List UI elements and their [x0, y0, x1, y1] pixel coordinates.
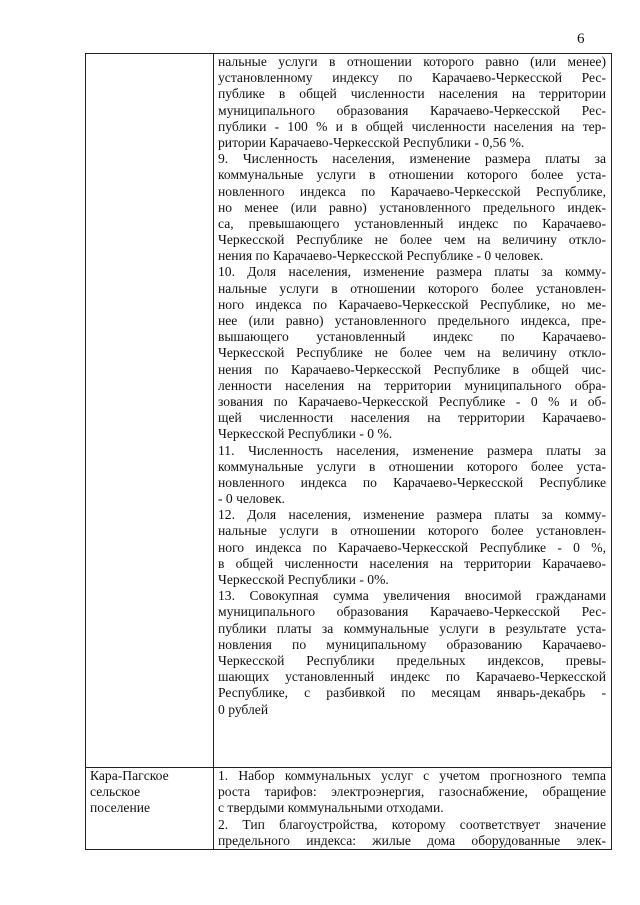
text-line: новленного индекса по Карачаево-Черкесской Республике, [218, 183, 606, 199]
text-line: Черкесской Республике не более чем на величину откло- [218, 232, 606, 248]
text-line: - 0 человек. [218, 491, 285, 507]
text-line: Черкесской Республики - 0%. [218, 572, 389, 587]
text-line: зования по Карачаево-Черкесской Республике - 0 % и об- [218, 393, 606, 409]
text-line: 10. Доля населения, изменение размера платы за комму- [218, 264, 606, 280]
text-line: нальные услуги в отношении которого равно (или менее) [218, 54, 606, 69]
text-line: коммунальные услуги в отношении которого более уста- [218, 167, 606, 183]
text-line: щей численности населения на территории Карачаево- [218, 410, 606, 426]
table-row [86, 54, 612, 768]
text-line: 0 рублей [218, 701, 269, 717]
text-line: муниципального образования Карачаево-Черкесской Рес- [218, 604, 606, 620]
text-line: предельного индекса: жилые дома оборудованные элек- [218, 832, 606, 848]
text-line: нее (или равно) установленного предельного индекса, пре- [218, 313, 606, 328]
municipality-name-line: Кара-Пагское [90, 768, 169, 783]
indicators-cell [214, 54, 612, 768]
text-line: 9. Численность населения, изменение размера платы за [218, 151, 606, 167]
text-line: нения по Карачаево-Черкесской Республике - 0 человек. [218, 248, 544, 264]
text-line: 2. Тип благоустройства, которому соответствует значение [218, 816, 606, 832]
municipality-table [85, 53, 612, 850]
text-line: нальные услуги в отношении которого более установлен- [218, 280, 606, 296]
text-line: ленности населения на территории муниципального обра- [218, 377, 606, 393]
text-line: 1. Набор коммунальных услуг с учетом прогнозного темпа [218, 768, 606, 783]
text-line: новления по муниципальному образованию Карачаево- [218, 636, 606, 652]
text-line: ного индекса по Карачаево-Черкесской Республике - 0 %, [218, 539, 606, 555]
text-line: ритории Карачаево-Черкесской Республики - 0,56 %. [218, 134, 525, 150]
text-line: нения по Карачаево-Черкесской Республике в общей чис- [218, 361, 606, 377]
page-number: 6 [577, 31, 585, 47]
text-line: 11. Численность населения, изменение размера платы за [218, 442, 606, 458]
text-line: коммунальные услуги в отношении которого более уста- [218, 458, 606, 474]
text-line: 13. Совокупная сумма увеличения вносимой гражданами [218, 588, 606, 604]
text-line: шающих установленный индекс по Карачаево-Черкесской [218, 669, 606, 685]
text-line: вышающего установленный индекс по Карачаево- [218, 329, 606, 345]
text-line: роста тарифов: электроэнергия, газоснабжение, обращение [218, 784, 606, 800]
municipality-name-line: поселение [90, 800, 151, 816]
text-line: 12. Доля населения, изменение размера платы за комму- [218, 507, 606, 523]
indicators-cell [214, 768, 612, 850]
table-row [86, 768, 612, 850]
text-line: нальные услуги в отношении которого более установлен- [218, 523, 606, 539]
text-line: ного индекса по Карачаево-Черкесской Республике, но ме- [218, 296, 606, 312]
text-line: установленному индексу по Карачаево-Черкесской Рес- [218, 70, 606, 86]
text-line: но менее (или равно) установленного предельного индек- [218, 199, 606, 215]
text-line: с твердыми коммунальными отходами. [218, 800, 444, 816]
text-line: Черкесской Республики предельных индексов, превы- [218, 652, 606, 668]
text-line: са, превышающего установленный индекс по Карачаево- [218, 215, 606, 231]
text-line: публики платы за коммунальные услуги в результате уста- [218, 620, 606, 636]
text-line: муниципального образования Карачаево-Черкесской Рес- [218, 102, 606, 118]
text-line: публики - 100 % и в общей численности населения на тер- [218, 118, 606, 134]
municipality-cell [86, 54, 214, 768]
text-line: новленного индекса по Карачаево-Черкесской Республике [218, 474, 606, 490]
text-line: Республике, с разбивкой по месяцам январь-декабрь - [218, 685, 606, 701]
municipality-cell [86, 768, 214, 850]
municipality-name-line: сельское [90, 784, 141, 800]
text-line: в общей численности населения на территории Карачаево- [218, 555, 606, 571]
text-line: публике в общей численности населения на территории [218, 86, 606, 102]
text-line: Черкесской Республики - 0 %. [218, 426, 393, 442]
text-line: Черкесской Республике не более чем на величину откло- [218, 345, 606, 361]
